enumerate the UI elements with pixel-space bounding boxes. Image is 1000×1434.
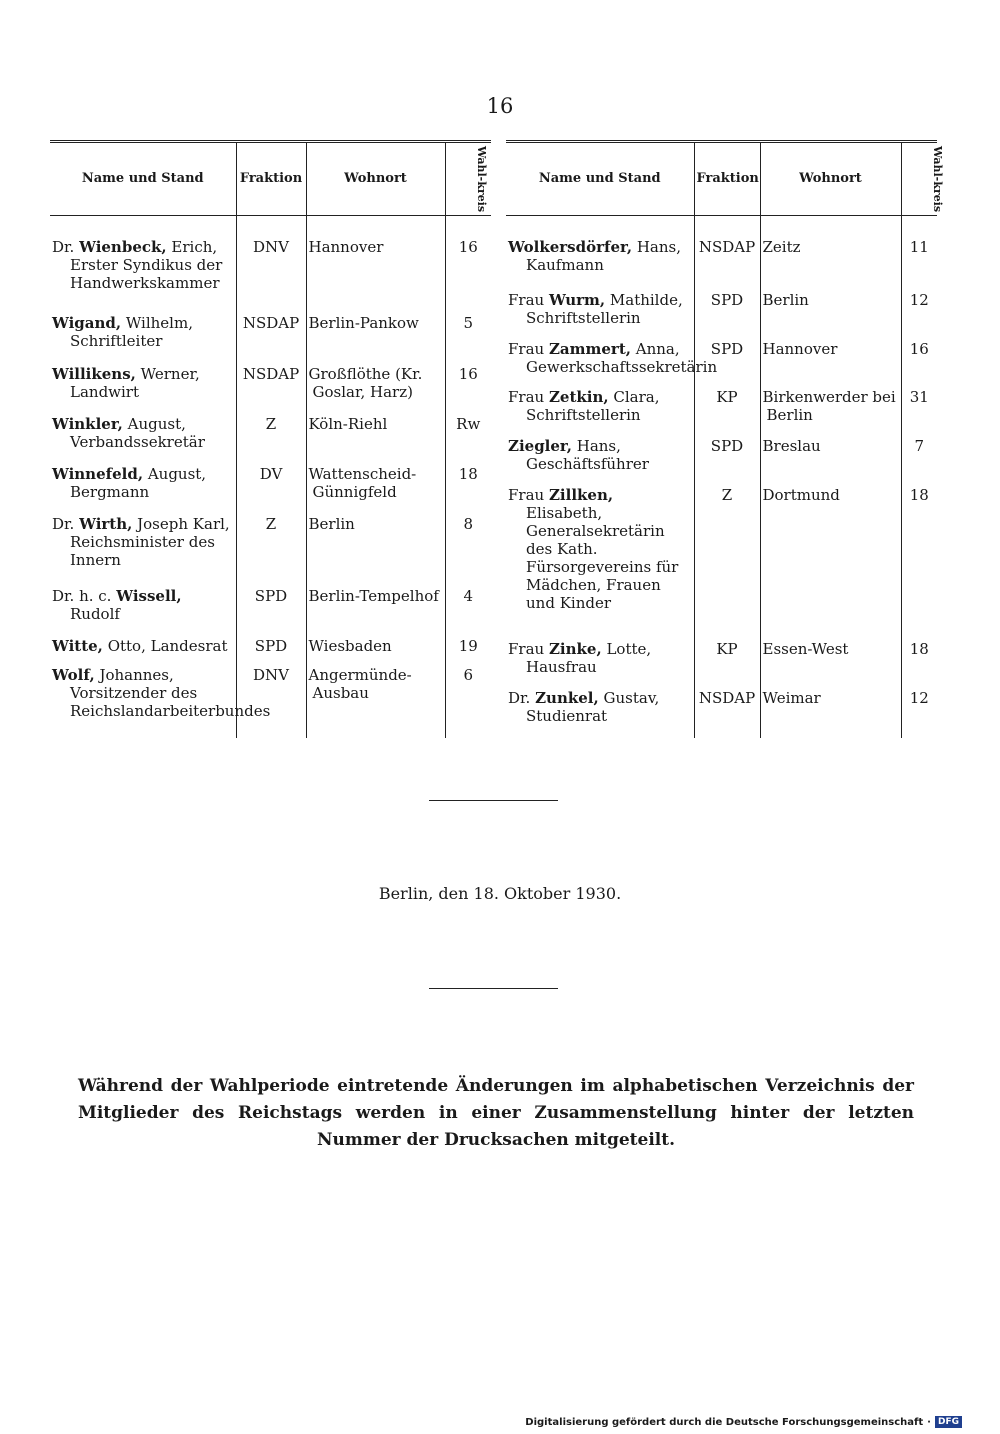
member-name-cell [506,640,694,689]
table-row [506,340,937,389]
header-row [506,142,937,216]
divider-rule [429,988,558,989]
member-fraktion: SPD [694,291,760,340]
header-wahlkreis [445,142,491,216]
member-details: Rudolf [70,605,120,624]
table-row [506,216,937,291]
table-row [50,314,491,364]
member-wohnort: Berlin-Pankow [306,314,445,364]
member-details: Werner, Landwirt [70,364,200,401]
member-name-cell [50,587,236,637]
member-wahlkreis: 18 [901,486,937,640]
member-surname: Zammert, [548,339,631,358]
footer-separator: · [927,1416,931,1428]
header-fraktion: Fraktion [694,142,760,216]
member-name-cell [50,637,236,666]
member-details: Wilhelm, Schriftleiter [70,314,193,351]
member-wohnort: Zeitz [760,216,901,291]
member-details: Otto, Landesrat [107,637,228,656]
table-row [50,515,491,587]
member-wohnort: Birkenwerder bei Berlin [760,388,901,437]
table-row [50,365,491,415]
member-wohnort: Großflöthe (Kr. Goslar, Harz) [306,365,445,415]
member-wahlkreis: 12 [901,291,937,340]
member-details: Erich, Erster Syndikus der Handwerkskammer [70,238,223,292]
member-wahlkreis: 11 [901,216,937,291]
member-wohnort: Wiesbaden [306,637,445,666]
member-name-cell [506,339,718,389]
member-details: Hans, Kaufmann [526,238,681,274]
member-surname: Zinke, [548,640,602,659]
member-wohnort: Angermünde-Ausbau [306,666,445,738]
member-name-cell [506,437,694,486]
member-surname: Wolkersdörfer, [508,238,633,256]
member-wahlkreis: 19 [445,637,491,666]
member-name-cell [50,465,236,515]
page-number: 16 [486,94,514,118]
member-wohnort: Hannover [306,216,445,315]
member-surname: Wienbeck, [79,238,167,256]
member-surname: Winnefeld, [52,465,144,484]
member-wahlkreis: 16 [445,216,491,315]
member-fraktion: KP [694,388,760,437]
member-name-cell [50,415,236,465]
member-title: Dr. [52,515,75,534]
table-row [50,216,491,315]
member-surname: Wigand, [52,314,122,333]
table-row [50,415,491,465]
member-wahlkreis: Rw [445,415,491,465]
header-wohnort: Wohnort [306,142,445,216]
member-fraktion: DNV [236,666,306,738]
footer [525,1416,962,1428]
member-surname: Zunkel, [535,689,599,708]
member-wohnort: Weimar [760,689,901,738]
member-fraktion: SPD [236,587,306,637]
members-table-left [50,140,491,738]
divider-rule [429,800,558,801]
member-name-cell [50,216,236,315]
member-fraktion: KP [694,640,760,689]
notice-paragraph: Während der Wahlperiode eintretende Änderungen im alphabetischen Verzeichnis der Mitglieder des Reichstags werden in einer Zusammenstellung hinter der letzten Nummer der Drucksachen mitgeteilt. [78,1076,914,1150]
table-row [50,666,491,738]
table-row [506,291,937,340]
member-wahlkreis: 16 [445,365,491,415]
member-fraktion: SPD [694,340,760,389]
member-name-cell [506,689,694,738]
member-wohnort: Berlin [760,291,901,340]
rows-left [50,216,491,739]
table-row [506,689,937,738]
member-name-cell [50,314,236,364]
member-name-cell [50,515,236,587]
member-surname: Wissell, [116,587,182,606]
member-details: Hans, Geschäftsführer [526,437,649,474]
header-wahlkreis [901,142,944,216]
member-details: Clara, Schriftstellerin [526,388,660,425]
member-wahlkreis: 18 [445,465,491,515]
member-title: Frau [508,388,545,407]
member-fraktion: NSDAP [694,689,760,738]
table-row [50,587,491,637]
member-details: Lotte, Hausfrau [526,640,652,677]
dfg-logo: DFG [935,1416,962,1428]
table-row [50,465,491,515]
member-fraktion: NSDAP [694,216,760,291]
member-fraktion: SPD [694,437,760,486]
member-fraktion: DNV [236,216,306,315]
member-details: Gustav, Studienrat [526,689,660,726]
member-surname: Wirth, [79,515,133,534]
member-surname: Wolf, [52,666,95,685]
member-details: August, Verbandssekretär [70,414,205,451]
header-wohnort: Wohnort [760,142,901,216]
header-wahlkreis-label: Wahl-kreis [930,145,944,213]
member-name-cell [50,365,236,415]
member-wahlkreis: 16 [901,340,937,389]
member-surname: Winkler, [52,414,123,433]
member-fraktion: DV [236,465,306,515]
member-wahlkreis: 8 [445,515,491,587]
member-title: Frau [508,290,545,309]
member-title: Dr. h. c. [52,587,112,606]
header-fraktion: Fraktion [236,142,306,216]
member-wohnort: Berlin [306,515,445,587]
header-row [50,142,491,216]
member-wahlkreis: 31 [901,388,937,437]
member-title: Frau [508,486,545,505]
member-details: Mathilde, Schriftstellerin [526,290,683,327]
member-details: Joseph Karl, Reichsminister des Innern [70,515,230,570]
member-fraktion: Z [694,486,760,640]
member-wohnort: Essen-West [760,640,901,689]
member-wahlkreis: 6 [445,666,491,738]
member-wohnort: Berlin-Tempelhof [306,587,445,637]
member-title: Frau [508,339,545,358]
table-row [506,437,937,486]
member-fraktion: SPD [236,637,306,666]
member-wohnort: Wattenscheid-Günnigfeld [306,465,445,515]
member-surname: Zetkin, [548,388,609,407]
member-title: Dr. [508,689,531,708]
member-name-cell [506,216,694,291]
member-details: Elisabeth, Generalsekretärin des Kath. Fürsorgevereins für Mädchen, Frauen und Kinder [526,504,679,613]
member-wahlkreis: 5 [445,314,491,364]
member-wahlkreis: 4 [445,587,491,637]
table-row [506,388,937,437]
member-fraktion: NSDAP [236,314,306,364]
member-title: Dr. [52,238,75,256]
member-title: Frau [508,640,545,659]
member-name-cell [506,388,694,437]
header-name: Name und Stand [506,142,694,216]
members-table-right [506,140,944,738]
member-surname: Witte, [52,637,103,656]
footer-text: Digitalisierung gefördert durch die Deutsche Forschungsgemeinschaft [525,1416,924,1428]
member-details: Anna, Gewerkschaftssekretärin [526,339,718,376]
rows-right [506,216,937,739]
member-surname: Wurm, [548,290,606,309]
header-name: Name und Stand [50,142,236,216]
member-name-cell [506,291,694,340]
member-wohnort: Köln-Riehl [306,415,445,465]
member-wahlkreis: 7 [901,437,937,486]
table-row [506,486,937,640]
table-row [506,640,937,689]
member-fraktion: NSDAP [236,365,306,415]
date-line: Berlin, den 18. Oktober 1930. [378,884,622,903]
table-row [50,637,491,666]
member-surname: Ziegler, [508,437,572,456]
member-fraktion: Z [236,415,306,465]
member-surname: Zillken, [548,486,614,505]
header-wahlkreis-label: Wahl-kreis [474,145,488,213]
member-details: Johannes, Vorsitzender des Reichslandarbeiterbundes [70,666,271,721]
member-wohnort: Hannover [760,340,901,389]
member-name-cell [506,486,694,640]
member-wahlkreis: 18 [901,640,937,689]
member-surname: Willikens, [52,364,136,383]
member-details: August, Bergmann [70,465,207,502]
member-wohnort: Breslau [760,437,901,486]
member-fraktion: Z [236,515,306,587]
member-wohnort: Dortmund [760,486,901,640]
member-wahlkreis: 12 [901,689,937,738]
